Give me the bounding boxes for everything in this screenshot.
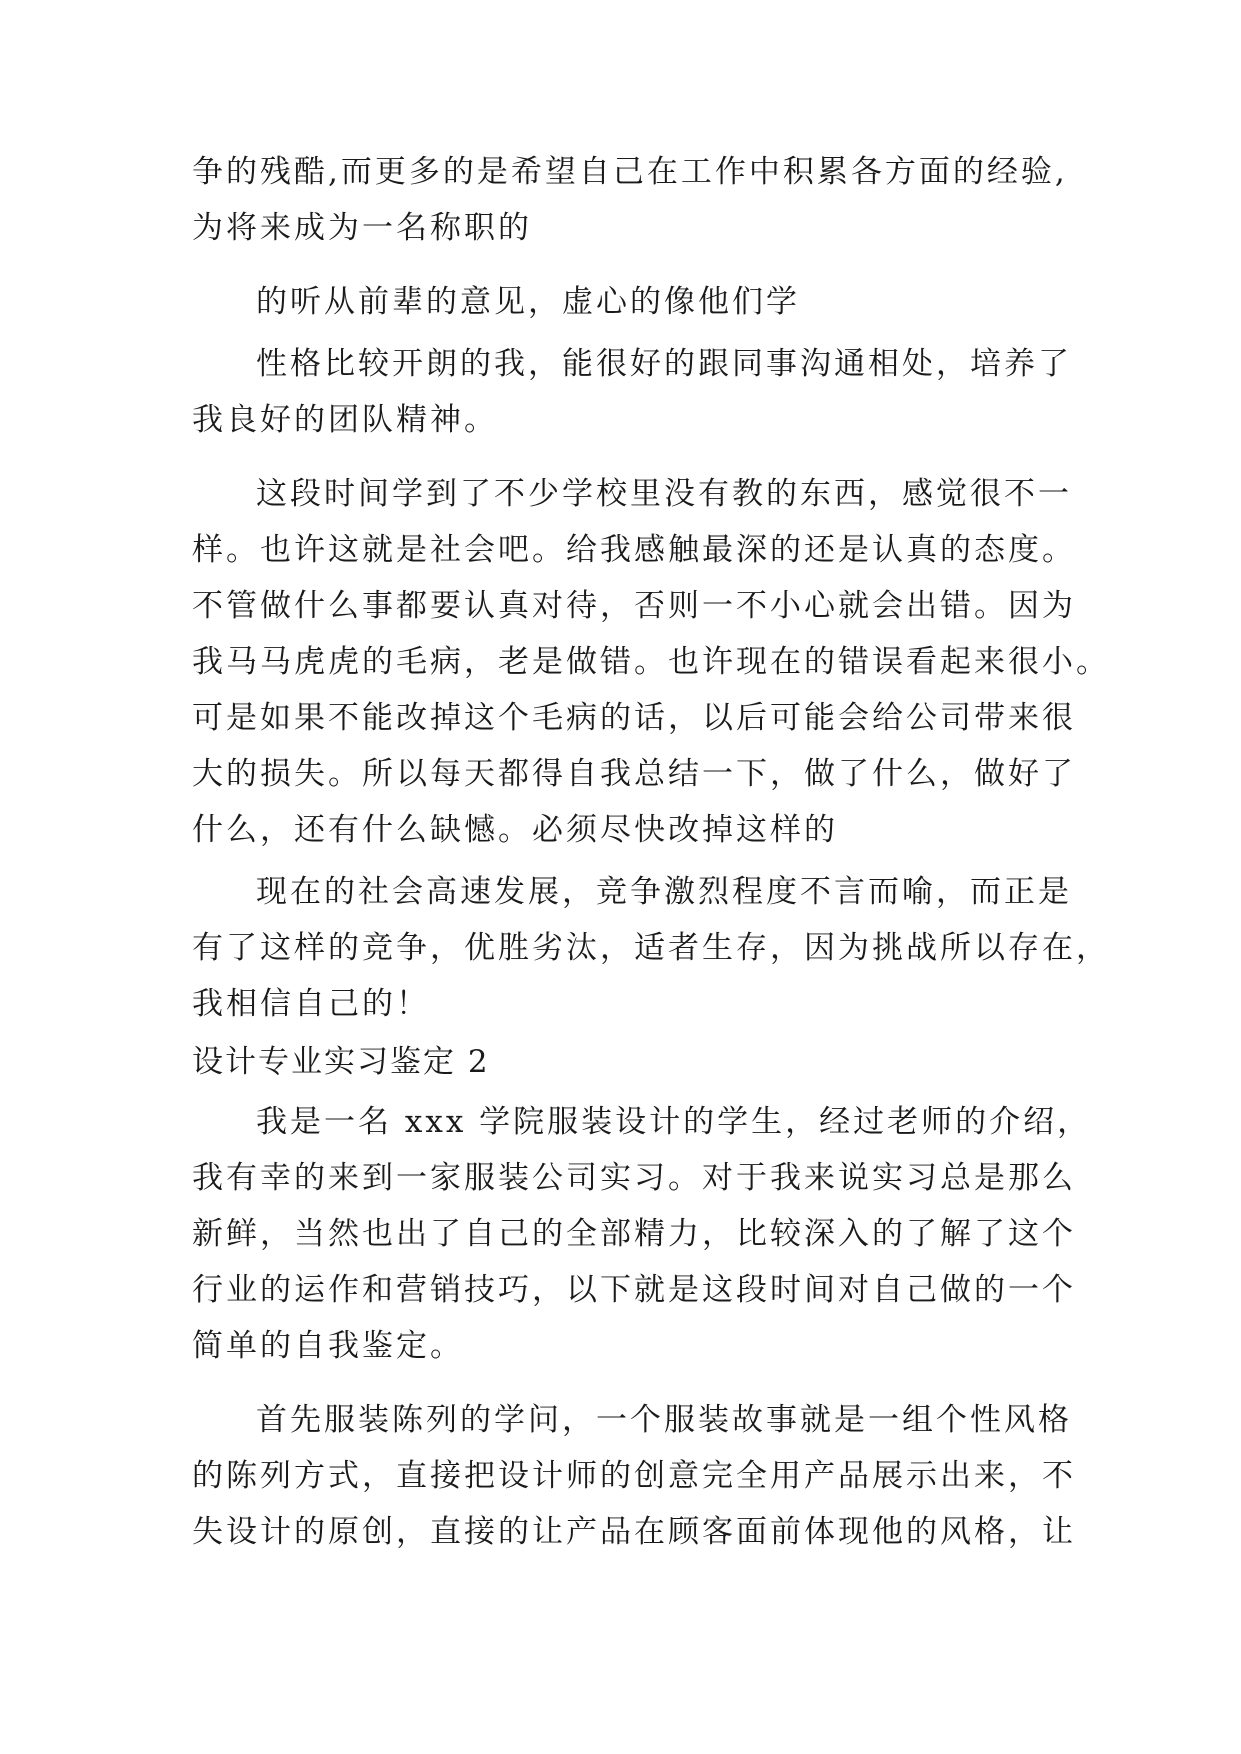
text-line: 为将来成为一名称职的 [192,210,532,246]
text-line: 的听从前辈的意见，虚心的像他们学 [256,284,800,320]
text-line: 首先服装陈列的学问，一个服装故事就是一组个性风格 [256,1402,1072,1438]
text-line: 我马马虎虎的毛病，老是做错。也许现在的错误看起来很小。 [192,644,1110,680]
text-line: 可是如果不能改掉这个毛病的话，以后可能会给公司带来很 [192,700,1076,736]
text-line: 争的残酷,而更多的是希望自己在工作中积累各方面的经验, [192,154,1068,190]
text-line: 我良好的团队精神。 [192,402,498,438]
section-heading: 设计专业实习鉴定 2 [192,1044,490,1080]
text-line: 简单的自我鉴定。 [192,1328,464,1364]
text-line: 我是一名 xxx 学院服装设计的学生，经过老师的介绍， [256,1104,1092,1140]
text-line: 大的损失。所以每天都得自我总结一下，做了什么，做好了 [192,756,1076,792]
text-line: 我相信自己的！ [192,986,430,1022]
text-line: 的陈列方式，直接把设计师的创意完全用产品展示出来，不 [192,1458,1076,1494]
text-line: 不管做什么事都要认真对待，否则一不小心就会出错。因为 [192,588,1076,624]
text-line: 新鲜，当然也出了自己的全部精力，比较深入的了解了这个 [192,1216,1076,1252]
text-line: 现在的社会高速发展，竞争激烈程度不言而喻，而正是 [256,874,1072,910]
text-line: 有了这样的竞争，优胜劣汰，适者生存，因为挑战所以存在， [192,930,1110,966]
text-line: 什么，还有什么缺憾。必须尽快改掉这样的 [192,812,838,848]
text-line: 行业的运作和营销技巧，以下就是这段时间对自己做的一个 [192,1272,1076,1308]
text-line: 样。也许这就是社会吧。给我感触最深的还是认真的态度。 [192,532,1076,568]
text-line: 这段时间学到了不少学校里没有教的东西，感觉很不一 [256,476,1072,512]
text-line: 性格比较开朗的我，能很好的跟同事沟通相处，培养了 [256,346,1072,382]
text-line: 失设计的原创，直接的让产品在顾客面前体现他的风格，让 [192,1514,1076,1550]
text-line: 我有幸的来到一家服装公司实习。对于我来说实习总是那么 [192,1160,1076,1196]
